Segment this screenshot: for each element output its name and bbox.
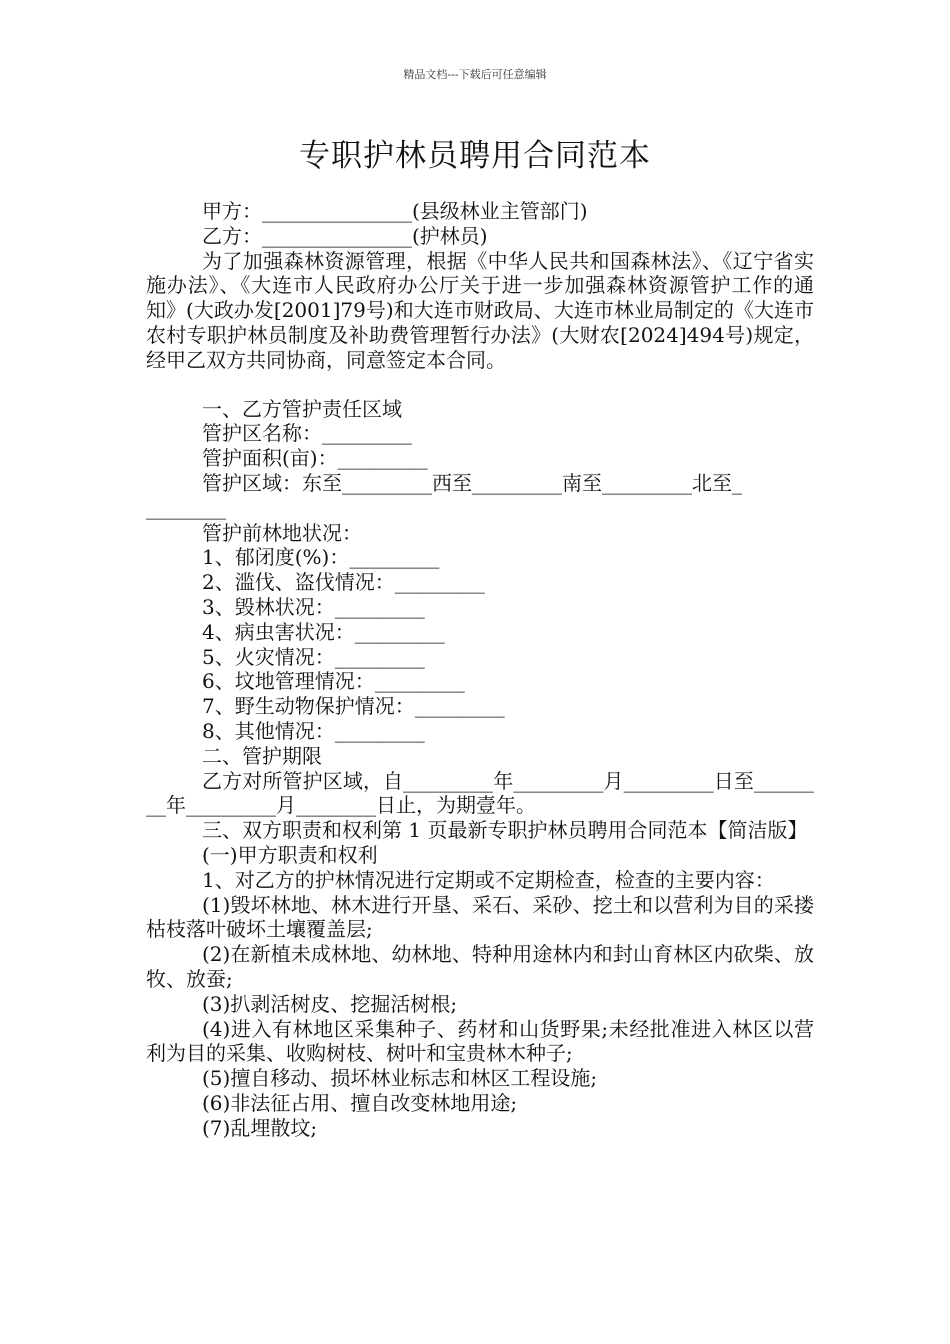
inspection-subitem: (5)擅自移动、损坏林业标志和林区工程设施;	[202, 1066, 598, 1091]
boundary-line: 管护区域：东至_________西至_________南至_________北至_	[202, 470, 742, 495]
status-item: 3、毁林状况：_________	[202, 594, 425, 619]
inspection-subitem: (6)非法征占用、擅自改变林地用途;	[202, 1090, 518, 1115]
party-a-line: 甲方：_______________(县级林业主管部门)	[202, 199, 588, 223]
inspection-subitem: (3)扒剥活树皮、挖掘活树根;	[202, 991, 458, 1016]
inspection-subitem: (7)乱埋散坟;	[202, 1115, 318, 1140]
section1-heading: 一、乙方管护责任区域	[202, 396, 402, 421]
term-paragraph: 乙方对所管护区域，自_________年_________月_________日至________年_________月________日止，为期壹年。	[146, 768, 814, 818]
status-item: 4、病虫害状况：_________	[202, 619, 445, 644]
section3-heading: 三、双方职责和权利第 1 页最新专职护林员聘用合同范本【简洁版】	[202, 818, 808, 843]
status-item: 2、滥伐、盗伐情况：_________	[202, 570, 485, 595]
status-item: 8、其他情况：_________	[202, 718, 425, 743]
area-name-line: 管护区名称：_________	[202, 421, 412, 446]
page-title: 专职护林员聘用合同范本	[299, 138, 651, 174]
blank-line	[146, 373, 814, 397]
inspection-subitem: (2)在新植未成林地、幼林地、特种用途林内和封山育林区内砍柴、放牧、放蚕;	[146, 942, 814, 991]
party-a-duties-heading: (一)甲方职责和权利	[202, 842, 378, 867]
intro-paragraph: 为了加强森林资源管理，根据《中华人民共和国森林法》、《辽宁省实施办法》、《大连市人民政府办公厅关于进一步加强森林资源管护工作的通知》(大政办发[2001]79号)和大连市财政局、大连市林业局制定的《大连市农村专职护林员制度及补助费管理暂行办法》(大财农[2024]494号)规定，经甲乙双方共同协商，同意签定本合同。	[146, 248, 814, 372]
party-b-line: 乙方：_______________(护林员)	[202, 223, 488, 248]
page-header: 精品文档---下载后可任意编辑	[403, 68, 547, 81]
status-item: 6、坟地管理情况：_________	[202, 669, 465, 694]
status-item: 1、郁闭度(%)：_________	[202, 545, 440, 570]
document-body	[146, 199, 814, 1140]
status-heading: 管护前林地状况：	[202, 520, 362, 545]
inspection-subitem: (4)进入有林地区采集种子、药材和山货野果;未经批准进入林区以营利为目的采集、收购树枝、树叶和宝贵林木种子;	[146, 1016, 814, 1066]
status-item: 7、野生动物保护情况：_________	[202, 694, 505, 719]
area-size-line: 管护面积(亩)：_________	[202, 446, 428, 471]
inspection-item: 1、对乙方的护林情况进行定期或不定期检查，检查的主要内容：	[202, 867, 775, 892]
status-item: 5、火灾情况：_________	[202, 644, 425, 669]
inspection-subitem: (1)毁坏林地、林木进行开垦、采石、采砂、挖土和以营利为目的采搂枯枝落叶破坏土壤覆盖层;	[146, 892, 814, 942]
boundary-line-cont: ________	[146, 495, 226, 520]
section2-heading: 二、管护期限	[202, 743, 322, 768]
